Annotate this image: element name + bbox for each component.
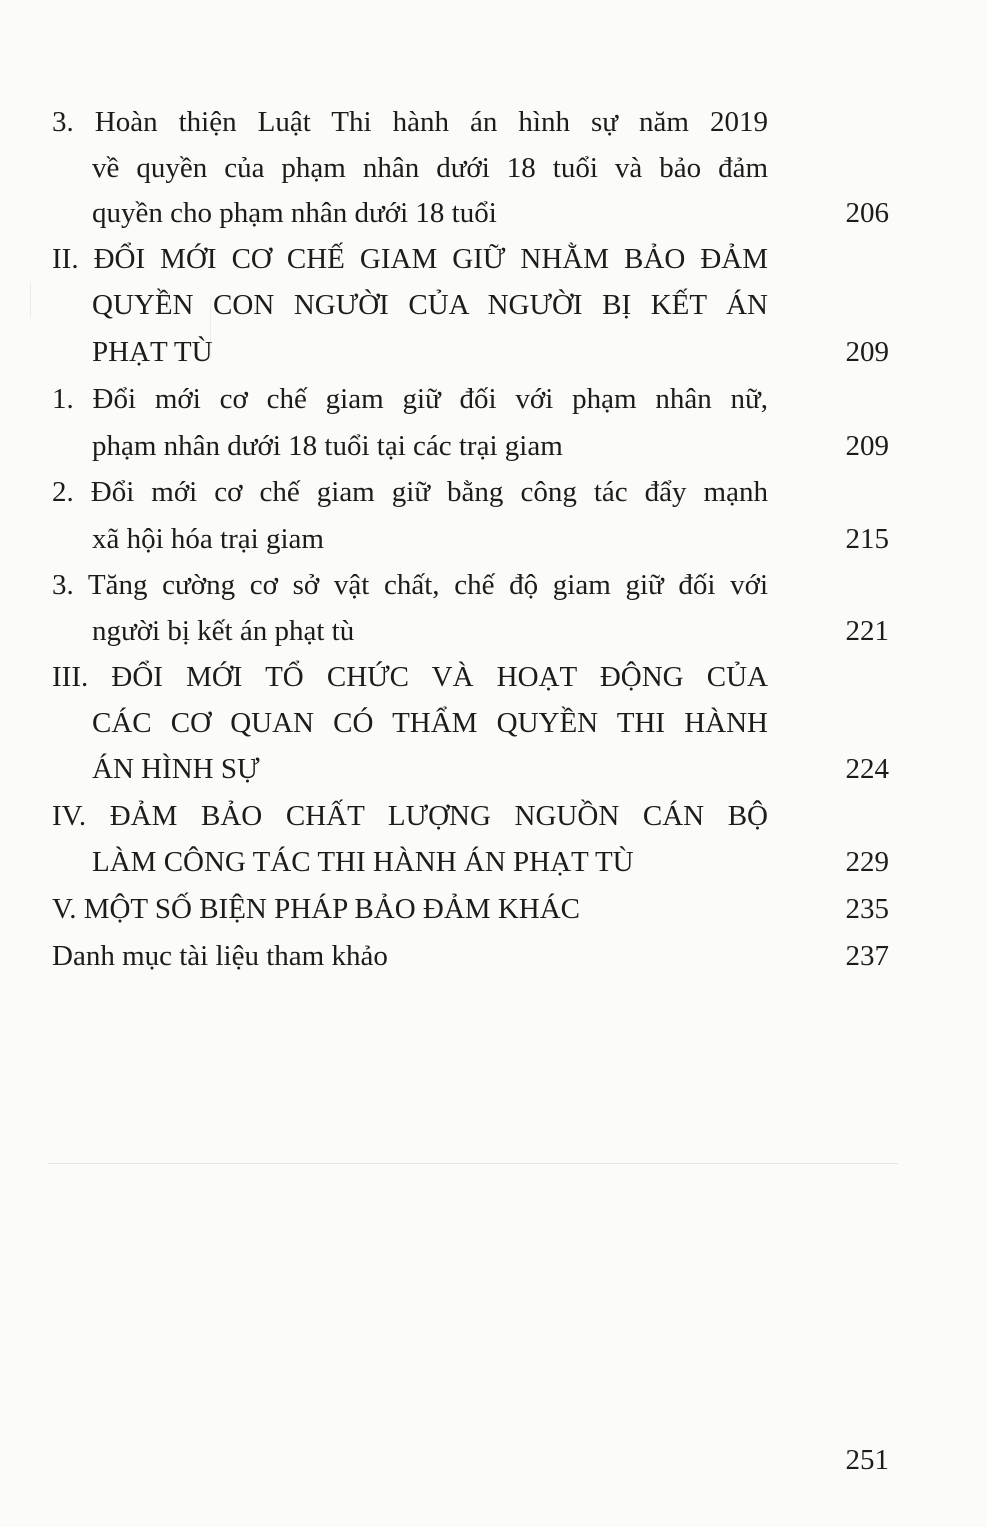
toc-page-number: 235 <box>845 893 889 925</box>
toc-page-number: 221 <box>845 615 889 647</box>
toc-entry-line: QUYỀN CON NGƯỜI CỦA NGƯỜI BỊ KẾT ÁN <box>92 289 768 321</box>
toc-entry-line: 2. Đổi mới cơ chế giam giữ bằng công tác đẩy mạnh <box>52 476 768 508</box>
toc-entry-line: III. ĐỔI MỚI TỔ CHỨC VÀ HOẠT ĐỘNG CỦA <box>52 661 768 693</box>
bleed-through-mark <box>210 298 211 358</box>
toc-page-number: 229 <box>845 846 889 878</box>
toc-entry-line: phạm nhân dưới 18 tuổi tại các trại giam <box>92 430 563 462</box>
toc-entry-line: Danh mục tài liệu tham khảo <box>52 940 388 972</box>
toc-entry-line: 3. Tăng cường cơ sở vật chất, chế độ giam giữ đối với <box>52 569 768 601</box>
toc-page-number: 209 <box>845 430 889 462</box>
toc-entry-line: V. MỘT SỐ BIỆN PHÁP BẢO ĐẢM KHÁC <box>52 893 580 925</box>
toc-page-number: 209 <box>845 336 889 368</box>
toc-entry-line: quyền cho phạm nhân dưới 18 tuổi <box>92 197 497 229</box>
bleed-through-rule <box>48 1163 898 1164</box>
toc-entry-line: ÁN HÌNH SỰ <box>92 753 260 785</box>
toc-page-number: 224 <box>845 753 889 785</box>
toc-page-number: 206 <box>845 197 889 229</box>
toc-entry-line: CÁC CƠ QUAN CÓ THẨM QUYỀN THI HÀNH <box>92 707 768 739</box>
toc-entry-line: về quyền của phạm nhân dưới 18 tuổi và bảo đảm <box>92 152 768 184</box>
toc-entry-line: PHẠT TÙ <box>92 336 213 368</box>
toc-page-number: 215 <box>845 523 889 555</box>
toc-page-number: 237 <box>845 940 889 972</box>
bleed-through-mark <box>30 283 31 317</box>
toc-entry-line: II. ĐỔI MỚI CƠ CHẾ GIAM GIỮ NHẰM BẢO ĐẢM <box>52 243 768 275</box>
toc-entry-line: IV. ĐẢM BẢO CHẤT LƯỢNG NGUỒN CÁN BỘ <box>52 800 768 832</box>
toc-entry-line: xã hội hóa trại giam <box>92 523 324 555</box>
toc-entry-line: 1. Đổi mới cơ chế giam giữ đối với phạm nhân nữ, <box>52 383 768 415</box>
toc-entry-line: LÀM CÔNG TÁC THI HÀNH ÁN PHẠT TÙ <box>92 846 634 878</box>
toc-entry-line: 3. Hoàn thiện Luật Thi hành án hình sự năm 2019 <box>52 106 768 138</box>
page-number: 251 <box>845 1444 889 1476</box>
toc-entry-line: người bị kết án phạt tù <box>92 615 355 647</box>
